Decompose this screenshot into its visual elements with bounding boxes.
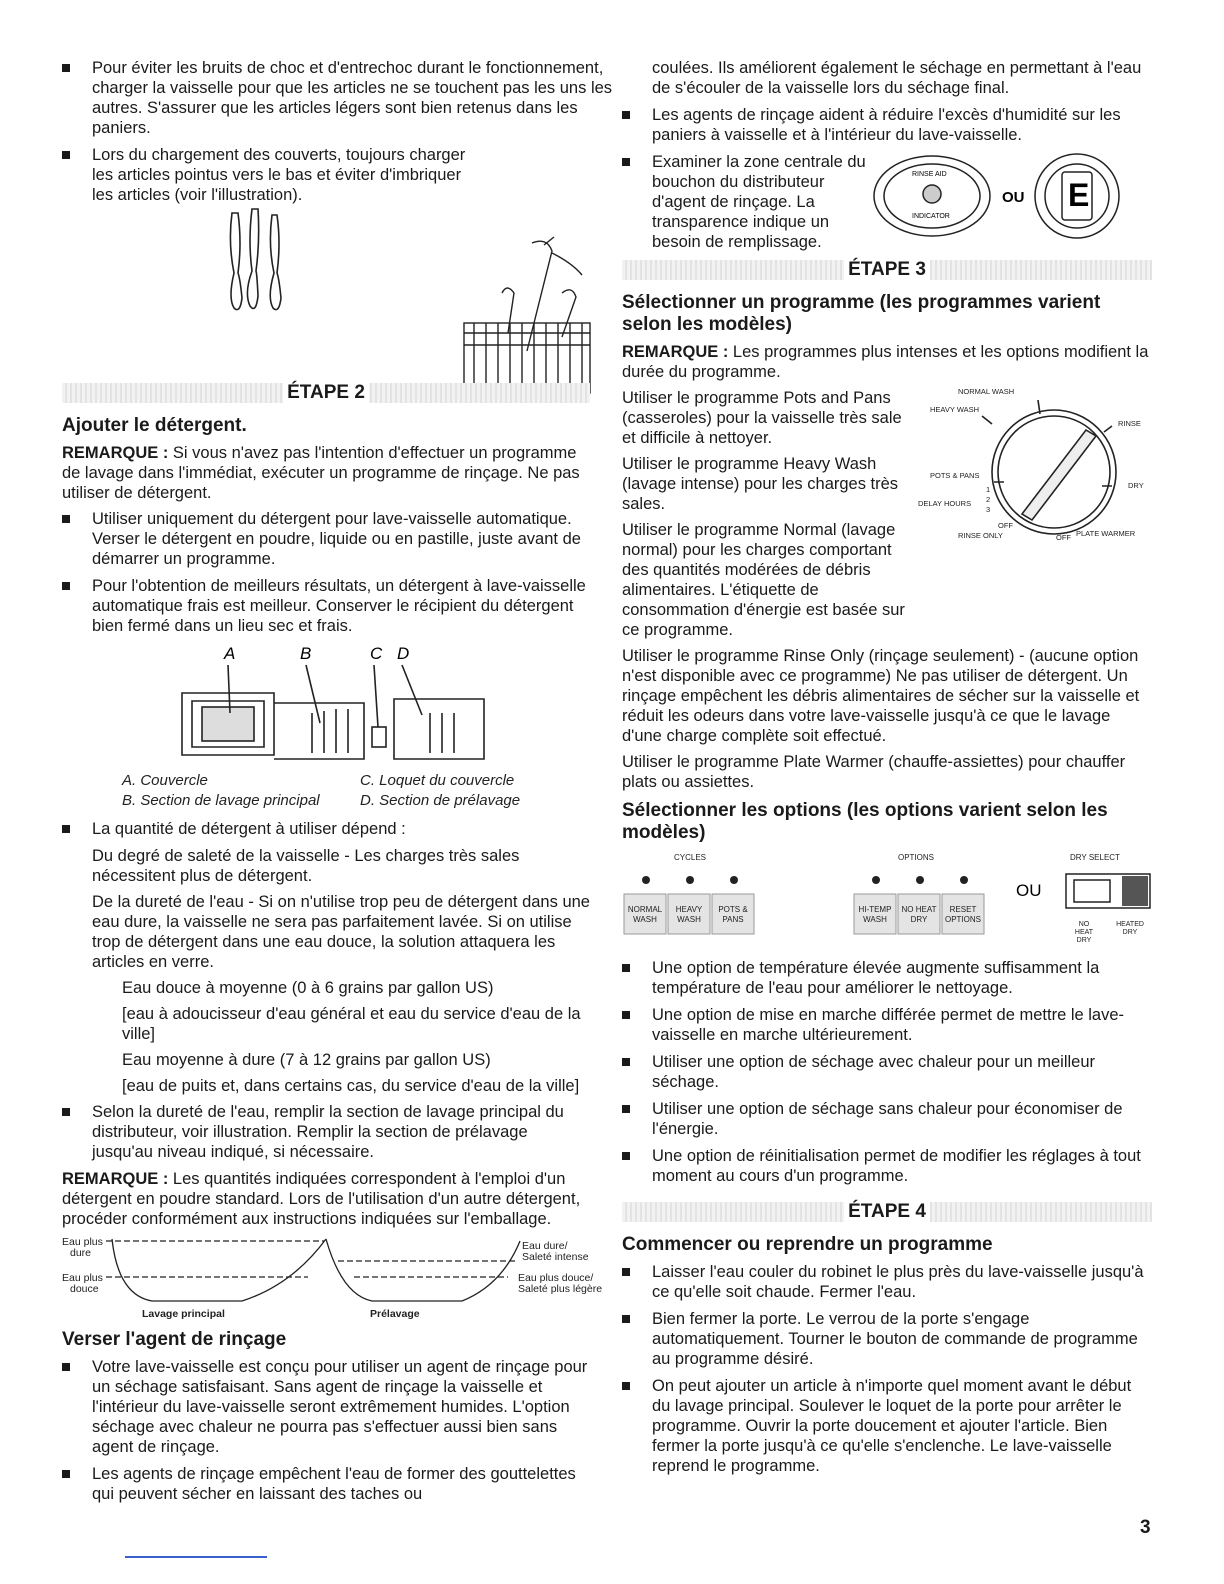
list-item: Utiliser une option de séchage avec chaleur pour un meilleur séchage. xyxy=(622,1052,1152,1092)
paragraph: Eau moyenne à dure (7 à 12 grains par gallon US) xyxy=(122,1051,491,1069)
btn-noheat-2: DRY xyxy=(910,915,928,924)
step-2-banner xyxy=(62,379,590,407)
btn-reset-2: OPTIONS xyxy=(944,915,982,924)
list-item: Une option de température élevée augmente suffisamment la température de l'eau pour améliorer le nettoyage. xyxy=(622,958,1152,998)
no-heat-1: NO xyxy=(1078,921,1090,928)
footer-rule xyxy=(125,1556,267,1558)
ou-label: OU xyxy=(1016,881,1042,900)
caption-b: B. Section de lavage principal xyxy=(122,792,320,809)
fill-level-diagram xyxy=(62,1235,603,1320)
cap-label-1: RINSE AID xyxy=(912,171,947,178)
list-item: Pour éviter les bruits de choc et d'entrechoc durant le fonctionnement, charger la vaisselle pour que les articles ne se touchent pas les uns les autres. S'assurer que les articles légers sont bien retenus dans les paniers. xyxy=(62,58,617,138)
program-dial-illustration xyxy=(918,386,1152,556)
list-item: Selon la dureté de l'eau, remplir la section de lavage principal du distributeur, voir illustration. Remplir la section de prélavage jusqu'au niveau indiqué, si nécessaire. xyxy=(62,1102,590,1162)
program-section xyxy=(622,388,1152,792)
step-2-title: ÉTAPE 2 xyxy=(283,382,369,403)
page-number: 3 xyxy=(1140,1517,1151,1538)
right-column xyxy=(622,58,1152,1483)
paragraph: [eau à adoucisseur d'eau général et eau du service d'eau de la ville] xyxy=(122,1005,581,1043)
label-soft-right-1: Eau plus douce/ xyxy=(518,1272,594,1284)
paragraph: [eau de puits et, dans certains cas, du service d'eau de la ville] xyxy=(122,1077,580,1095)
list-item: Lors du chargement des couverts, toujours charger les articles pointus vers le bas et éviter d'imbriquer les articles (voir l'illustration). xyxy=(62,145,472,205)
heading-start-program: Commencer ou reprendre un programme xyxy=(622,1234,993,1255)
label-options: OPTIONS xyxy=(898,853,935,862)
note-text: Si vous n'avez pas l'intention d'effectuer un programme de lavage dans l'immédiat, exécuter un programme de rinçage. Ne pas utiliser de détergent. xyxy=(62,444,580,502)
note-paragraph xyxy=(62,443,590,503)
options-panel-illustration xyxy=(622,850,1152,958)
btn-noheat-1: NO HEAT xyxy=(901,905,937,914)
paragraph: Utiliser le programme Rinse Only (rinçage seulement) - (aucune option n'est disponible avec ce programme) Ne pas utiliser de détergent. Un rinçage empêchent les débris alimentaires de sécher sur la vaisselle et réduit les odeurs dans votre lave-vaisselle jusqu'à ce que le lavage d'une charge complète soit effectué. xyxy=(622,647,1140,745)
paragraph: Utiliser le programme Plate Warmer (chauffe-assiettes) pour chauffer plats ou assiettes. xyxy=(622,753,1126,791)
note-text: Les programmes plus intenses et les options modifient la durée du programme. xyxy=(622,343,1149,381)
paragraph: De la dureté de l'eau - Si on n'utilise trop peu de détergent dans une eau dure, la vaisselle ne sera pas parfaitement lavée. Si on utilise trop de détergent dans une eau douce, la solution attaquera les articles en verre. xyxy=(92,893,590,971)
dial-off-2: OFF xyxy=(1056,533,1071,542)
list-item: On peut ajouter un article à n'importe quel moment avant le début du lavage principal. Soulever le loquet de la porte pour arrêter le programme. Ouvrir la porte doucement et ajouter l'article. Bien fermer la porte jusqu'à ce qu'elle s'enclenche. Le lave-vaisselle reprend le programme. xyxy=(622,1376,1152,1476)
label-soft-left-2: douce xyxy=(70,1283,99,1295)
dial-off-1: OFF xyxy=(998,521,1013,530)
btn-normal-1: NORMAL xyxy=(627,905,663,914)
rinse-aid-section xyxy=(622,152,1152,250)
paragraph: Utiliser le programme Pots and Pans (casseroles) pour la vaisselle très sale et difficile à nettoyer. xyxy=(622,389,902,447)
note-label: REMARQUE : xyxy=(62,444,169,462)
list-item: Laisser l'eau couler du robinet le plus près du lave-vaisselle jusqu'à ce qu'elle soit chaude. Fermer l'eau. xyxy=(622,1262,1152,1302)
caption-d: D. Section de prélavage xyxy=(360,792,521,809)
paragraph: coulées. Ils améliorent également le séchage en permettant à l'eau de s'écouler de la vaisselle lors du séchage final. xyxy=(652,59,1142,97)
list-item: Les agents de rinçage aident à réduire l'excès d'humidité sur les paniers à vaisselle et à l'intérieur du lave-vaisselle. xyxy=(622,105,1152,145)
dial-3: 3 xyxy=(986,505,991,514)
left-column xyxy=(62,58,613,1511)
btn-heavy-1: HEAVY xyxy=(675,905,703,914)
list-item: Utiliser une option de séchage sans chaleur pour économiser de l'énergie. xyxy=(622,1099,1152,1139)
paragraph: Du degré de saleté de la vaisselle - Les charges très sales nécessitent plus de détergent. xyxy=(92,847,520,885)
label-cycles: CYCLES xyxy=(674,853,707,862)
label-soft-right-2: Saleté plus légère xyxy=(518,1283,603,1295)
list-item: Une option de réinitialisation permet de modifier les réglages à tout moment au cours d'un programme. xyxy=(622,1146,1152,1186)
heated-1: HEATED xyxy=(1116,921,1144,928)
label-d: D xyxy=(397,644,410,663)
step-4-title: ÉTAPE 4 xyxy=(844,1201,930,1222)
heated-2: DRY xyxy=(1122,929,1138,936)
paragraph: Utiliser le programme Heavy Wash (lavage intense) pour les charges très sales. xyxy=(622,455,899,513)
step-3-banner xyxy=(622,256,1152,284)
caption-a: A. Couvercle xyxy=(122,772,208,789)
list-item: Examiner la zone centrale du bouchon du distributeur d'agent de rinçage. La transparence indique un besoin de remplissage. xyxy=(622,152,882,252)
dial-rinse-only: RINSE ONLY xyxy=(958,531,1003,540)
note-paragraph xyxy=(62,1169,590,1229)
dial-normal-wash: NORMAL WASH xyxy=(958,387,1015,396)
label-dry-select: DRY SELECT xyxy=(1070,853,1120,862)
dial-pots-pans: POTS & PANS xyxy=(930,471,980,480)
btn-hitemp-2: WASH xyxy=(863,915,887,924)
list-item: Votre lave-vaisselle est conçu pour utiliser un agent de rinçage pour un séchage satisfaisant. Sans agent de rinçage la vaisselle et l'intérieur du lave-vaisselle seront extrêmement humides. L'option séchage avec chaleur ne pourra pas s'effectuer aussi bien sans agent de rinçage. xyxy=(62,1357,590,1457)
list-item: La quantité de détergent à utiliser dépend : xyxy=(62,819,590,839)
label-soft-left-1: Eau plus xyxy=(62,1272,103,1284)
dispenser-captions xyxy=(122,771,592,811)
heading-select-options: Sélectionner les options (les options varient selon les modèles) xyxy=(622,800,1108,843)
e-letter: E xyxy=(1068,177,1090,213)
list-item: Pour l'obtention de meilleurs résultats, un détergent à lave-vaisselle automatique frais est meilleur. Conserver le récipient du détergent bien fermé dans un lieu sec et frais. xyxy=(62,576,590,636)
heading-add-detergent: Ajouter le détergent. xyxy=(62,415,247,436)
label-hard-left-2: dure xyxy=(70,1247,92,1259)
btn-pots-1: POTS & xyxy=(718,905,748,914)
btn-pots-2: PANS xyxy=(722,915,744,924)
no-heat-3: DRY xyxy=(1076,937,1092,944)
btn-hitemp-1: HI-TEMP xyxy=(858,905,892,914)
list-item: Bien fermer la porte. Le verrou de la porte s'engage automatiquement. Tourner le bouton de commande de programme au programme désiré. xyxy=(622,1309,1152,1369)
btn-reset-1: RESET xyxy=(949,905,977,914)
note-paragraph xyxy=(622,342,1152,382)
btn-heavy-2: WASH xyxy=(677,915,701,924)
heading-rinse-aid: Verser l'agent de rinçage xyxy=(62,1329,287,1350)
label-c: C xyxy=(370,644,383,663)
dial-rinse: RINSE xyxy=(1118,419,1141,428)
dial-2: 2 xyxy=(986,495,991,504)
step-4-banner xyxy=(622,1198,1152,1226)
label-hard-right-1: Eau dure/ xyxy=(522,1240,568,1252)
cap-label-2: INDICATOR xyxy=(912,213,950,220)
caption-c: C. Loquet du couvercle xyxy=(360,772,515,789)
dial-heavy-wash: HEAVY WASH xyxy=(930,405,980,414)
paragraph-text: Utiliser le programme Normal (lavage normal) pour les charges comportant des quantités modérées de débris alimentaires. L'étiquette de consommation d'énergie est basée sur ce programme. xyxy=(622,521,905,639)
heading-select-program: Sélectionner un programme (les programmes varient selon les modèles) xyxy=(622,292,1101,335)
detergent-dispenser-illustration xyxy=(62,643,590,771)
label-hard-left-1: Eau plus xyxy=(62,1236,103,1248)
note-label: REMARQUE : xyxy=(62,1170,169,1188)
btn-normal-2: WASH xyxy=(633,915,657,924)
note-text: Les quantités indiquées correspondent à l'emploi d'un détergent en poudre standard. Lors de l'utilisation d'un autre détergent, procéder conformément aux instructions indiquées sur l'emballage. xyxy=(62,1170,581,1228)
list-item: Une option de mise en marche différée permet de mettre le lave-vaisselle en marche ultérieurement. xyxy=(622,1005,1152,1045)
label-prewash: Prélavage xyxy=(370,1308,420,1320)
label-b: B xyxy=(300,644,312,663)
dial-1: 1 xyxy=(986,485,991,494)
dial-dry: DRY xyxy=(1128,481,1144,490)
spoons-illustration xyxy=(222,203,292,323)
ou-label: OU xyxy=(1002,189,1025,206)
label-a: A xyxy=(224,644,236,663)
dial-plate-warmer: PLATE WARMER xyxy=(1076,529,1136,538)
dial-delay-hours: DELAY HOURS xyxy=(918,499,972,508)
no-heat-2: HEAT xyxy=(1074,929,1094,936)
paragraph: Eau douce à moyenne (0 à 6 grains par gallon US) xyxy=(122,979,494,997)
label-main-wash: Lavage principal xyxy=(142,1308,225,1320)
list-item: Utiliser uniquement du détergent pour lave-vaisselle automatique. Verser le détergent en poudre, liquide ou en pastille, juste avant de démarrer un programme. xyxy=(62,509,590,569)
rinse-aid-cap-illustration xyxy=(872,150,1152,246)
silverware-section xyxy=(62,145,590,373)
note-label: REMARQUE : xyxy=(622,343,729,361)
list-item: Les agents de rinçage empêchent l'eau de former des gouttelettes qui peuvent sécher en laissant des taches ou xyxy=(62,1464,590,1504)
step-3-title: ÉTAPE 3 xyxy=(844,259,930,280)
label-hard-right-2: Saleté intense xyxy=(522,1251,589,1263)
